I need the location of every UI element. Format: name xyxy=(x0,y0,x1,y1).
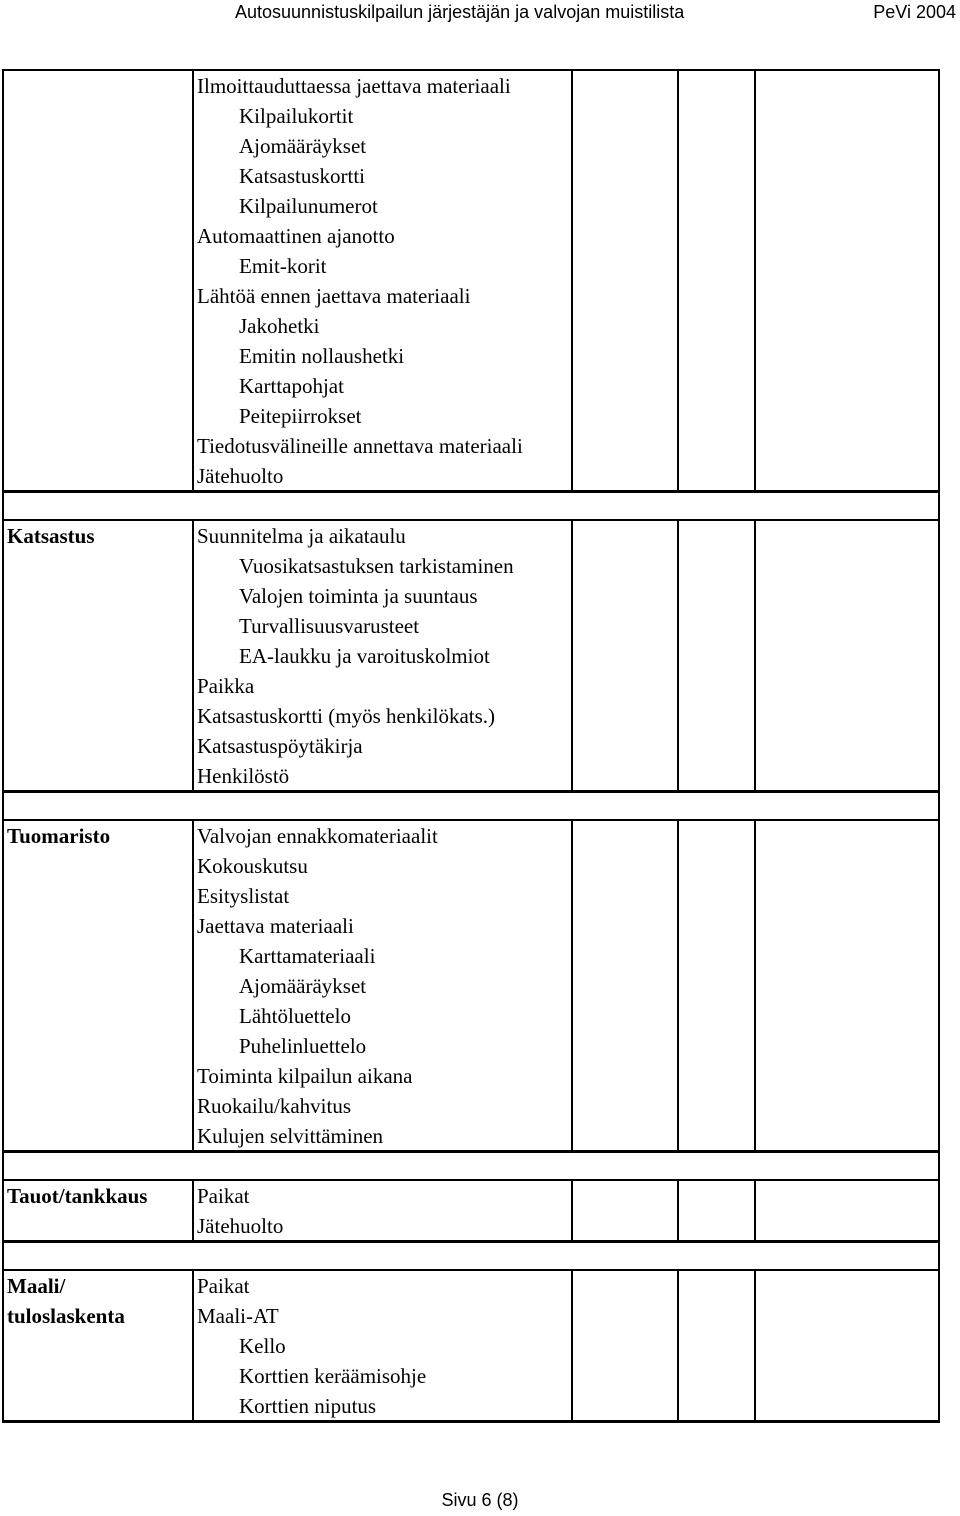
section-separator-top xyxy=(2,1240,940,1242)
checklist-item: Emit-korit xyxy=(239,254,327,278)
checklist-item: Ruokailu/kahvitus xyxy=(197,1094,351,1118)
checklist-item: Korttien keräämisohje xyxy=(239,1364,427,1388)
check-column-border-3 xyxy=(754,69,756,493)
checklist-item: Emitin nollaushetki xyxy=(239,344,405,368)
check-column-border-2 xyxy=(677,1269,679,1423)
checklist-item: Valvojan ennakkomateriaalit xyxy=(197,824,438,848)
checklist-item: Peitepiirrokset xyxy=(239,404,362,428)
checklist-item: Puhelinluettelo xyxy=(239,1034,367,1058)
checklist-item: Maali-AT xyxy=(197,1304,279,1328)
checklist-item: Valojen toiminta ja suuntaus xyxy=(239,584,478,608)
checklist-item: Henkilöstö xyxy=(197,764,290,788)
checklist-item: Kilpailukortit xyxy=(239,104,354,128)
checklist-item: Ilmoittauduttaessa jaettava materiaali xyxy=(197,74,511,98)
checklist-item: Ajomääräykset xyxy=(239,134,367,158)
section-label: Tuomaristo xyxy=(7,824,111,848)
section-separator-top xyxy=(2,790,940,792)
checklist-item: Toiminta kilpailun aikana xyxy=(197,1064,413,1088)
checklist-item: Jätehuolto xyxy=(197,464,284,488)
check-column-border-3 xyxy=(754,1269,756,1423)
check-column-border-1 xyxy=(571,1179,573,1243)
section-label-line: tuloslaskenta xyxy=(7,1304,125,1328)
checklist-item: Kokouskutsu xyxy=(197,854,308,878)
checklist-item: Jakohetki xyxy=(239,314,320,338)
checklist-item: Karttamateriaali xyxy=(239,944,376,968)
section-label xyxy=(7,1271,125,1331)
check-column-border-3 xyxy=(754,519,756,793)
checklist-item: Esityslistat xyxy=(197,884,290,908)
checklist-item: Tiedotusvälineille annettava materiaali xyxy=(197,434,523,458)
checklist-item: Lähtöluettelo xyxy=(239,1004,351,1028)
checklist-item: Kilpailunumerot xyxy=(239,194,378,218)
check-column-border-2 xyxy=(677,1179,679,1243)
checklist-item: Katsastuskortti (myös henkilökats.) xyxy=(197,704,496,728)
checklist-item: Ajomääräykset xyxy=(239,974,367,998)
checklist-item: Paikka xyxy=(197,674,255,698)
checklist-item: Kello xyxy=(239,1334,286,1358)
document-code: PeVi 2004 xyxy=(873,2,956,22)
item-column-left-border xyxy=(192,519,194,793)
checklist-item: Kulujen selvittäminen xyxy=(197,1124,384,1148)
checklist-item: Katsastuspöytäkirja xyxy=(197,734,363,758)
check-column-border-2 xyxy=(677,69,679,493)
table-border-right xyxy=(938,69,940,1422)
item-column-left-border xyxy=(192,1179,194,1243)
checklist-item: Korttien niputus xyxy=(239,1394,377,1418)
section-label: Tauot/tankkaus xyxy=(7,1184,148,1208)
section-separator xyxy=(2,1269,940,1271)
item-column-left-border xyxy=(192,819,194,1153)
checklist-item: Katsastuskortti xyxy=(239,164,365,188)
document-title: Autosuunnistuskilpailun järjestäjän ja valvojan muistilista xyxy=(235,2,685,22)
check-column-border-1 xyxy=(571,1269,573,1423)
section-separator-top xyxy=(2,490,940,492)
check-column-border-3 xyxy=(754,819,756,1153)
checklist-item: Turvallisuusvarusteet xyxy=(239,614,420,638)
checklist-item: EA-laukku ja varoituskolmiot xyxy=(239,644,490,668)
section-separator xyxy=(2,519,940,521)
section-bottom-border xyxy=(2,1421,940,1423)
item-column-left-border xyxy=(192,1269,194,1423)
check-column-border-1 xyxy=(571,519,573,793)
checklist-item: Suunnitelma ja aikataulu xyxy=(197,524,406,548)
check-column-border-2 xyxy=(677,519,679,793)
check-column-border-1 xyxy=(571,819,573,1153)
check-column-border-2 xyxy=(677,819,679,1153)
check-column-border-1 xyxy=(571,69,573,493)
checklist-item: Paikat xyxy=(197,1184,250,1208)
section-separator xyxy=(2,819,940,821)
checklist-item: Lähtöä ennen jaettava materiaali xyxy=(197,284,471,308)
checklist-item: Vuosikatsastuksen tarkistaminen xyxy=(239,554,514,578)
page-number: Sivu 6 (8) xyxy=(441,1490,519,1510)
checklist-item: Karttapohjat xyxy=(239,374,344,398)
checklist-item: Jaettava materiaali xyxy=(197,914,354,938)
section-separator-top xyxy=(2,1150,940,1152)
checklist-item: Paikat xyxy=(197,1274,250,1298)
checklist-item: Jätehuolto xyxy=(197,1214,284,1238)
check-column-border-3 xyxy=(754,1179,756,1243)
section-label: Katsastus xyxy=(7,524,95,548)
table-border-left xyxy=(2,69,4,1422)
section-label-line: Maali/ xyxy=(7,1274,66,1298)
checklist-item: Automaattinen ajanotto xyxy=(197,224,395,248)
item-column-left-border xyxy=(192,69,194,493)
